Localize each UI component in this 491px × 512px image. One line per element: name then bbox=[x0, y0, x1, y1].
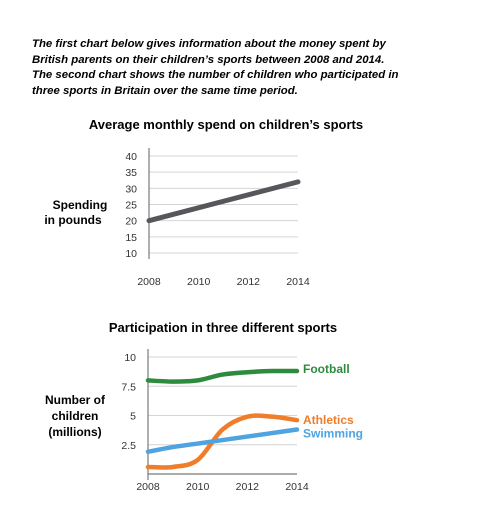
intro-line-2: British parents on their children’s sports between 2008 and 2014. bbox=[32, 53, 385, 66]
c1-y-tick-10: 10 bbox=[125, 248, 137, 260]
c2-line-football bbox=[148, 371, 297, 382]
intro-line-3: The second chart shows the number of children who participated in bbox=[32, 69, 399, 81]
participation-grid bbox=[148, 349, 297, 480]
spending-y-ticks bbox=[125, 151, 137, 260]
intro-line-4: three sports in Britain over the same time period. bbox=[32, 84, 298, 97]
c1-y-tick-40: 40 bbox=[125, 151, 137, 163]
c2-y-tick-5: 5 bbox=[130, 410, 136, 423]
c1-y-tick-30: 30 bbox=[125, 183, 137, 196]
c2-y-tick-2-5: 2.5 bbox=[121, 439, 136, 452]
participation-x-ticks bbox=[136, 481, 309, 493]
spending-chart-title: Average monthly spend on children’s sports bbox=[88, 117, 364, 132]
c1-x-tick-2010: 2010 bbox=[186, 276, 211, 288]
spending-y-label-line-2: in pounds bbox=[44, 213, 102, 227]
c1-y-tick-25: 25 bbox=[125, 199, 137, 212]
intro-line-1: The first chart below gives information about the money spent by bbox=[32, 38, 386, 50]
participation-chart-title: Participation in three different sports bbox=[108, 320, 338, 335]
participation-chart bbox=[45, 320, 363, 493]
c1-y-tick-15: 15 bbox=[125, 231, 137, 244]
c1-line-series-1 bbox=[149, 182, 298, 221]
c2-y-tick-7-5: 7.5 bbox=[121, 381, 136, 394]
c2-x-tick-2010: 2010 bbox=[185, 481, 210, 493]
c2-x-tick-2014: 2014 bbox=[285, 481, 309, 493]
participation-y-label-line-1: Number of bbox=[45, 393, 105, 407]
spending-y-label-line-1: Spending bbox=[52, 198, 108, 212]
participation-series bbox=[148, 371, 297, 468]
c2-line-swimming bbox=[148, 430, 297, 452]
spending-series bbox=[149, 182, 298, 221]
spending-x-ticks bbox=[137, 276, 310, 288]
c2-x-tick-2008: 2008 bbox=[136, 481, 160, 493]
c1-y-tick-20: 20 bbox=[125, 215, 137, 228]
spending-chart bbox=[44, 117, 363, 288]
c1-x-tick-2008: 2008 bbox=[137, 276, 161, 288]
participation-y-label-line-2: children bbox=[51, 409, 99, 423]
c1-x-tick-2014: 2014 bbox=[286, 276, 310, 288]
c1-y-tick-35: 35 bbox=[125, 167, 137, 180]
c1-x-tick-2012: 2012 bbox=[236, 276, 261, 288]
participation-y-ticks bbox=[121, 352, 136, 452]
c2-label-football: Football bbox=[303, 362, 350, 377]
c2-label-swimming: Swimming bbox=[303, 426, 364, 441]
c2-x-tick-2012: 2012 bbox=[235, 481, 260, 493]
participation-series-labels bbox=[303, 362, 363, 441]
participation-y-label-line-3: (millions) bbox=[48, 425, 102, 439]
c2-y-tick-10: 10 bbox=[124, 352, 136, 364]
c2-label-athletics: Athletics bbox=[303, 413, 354, 428]
